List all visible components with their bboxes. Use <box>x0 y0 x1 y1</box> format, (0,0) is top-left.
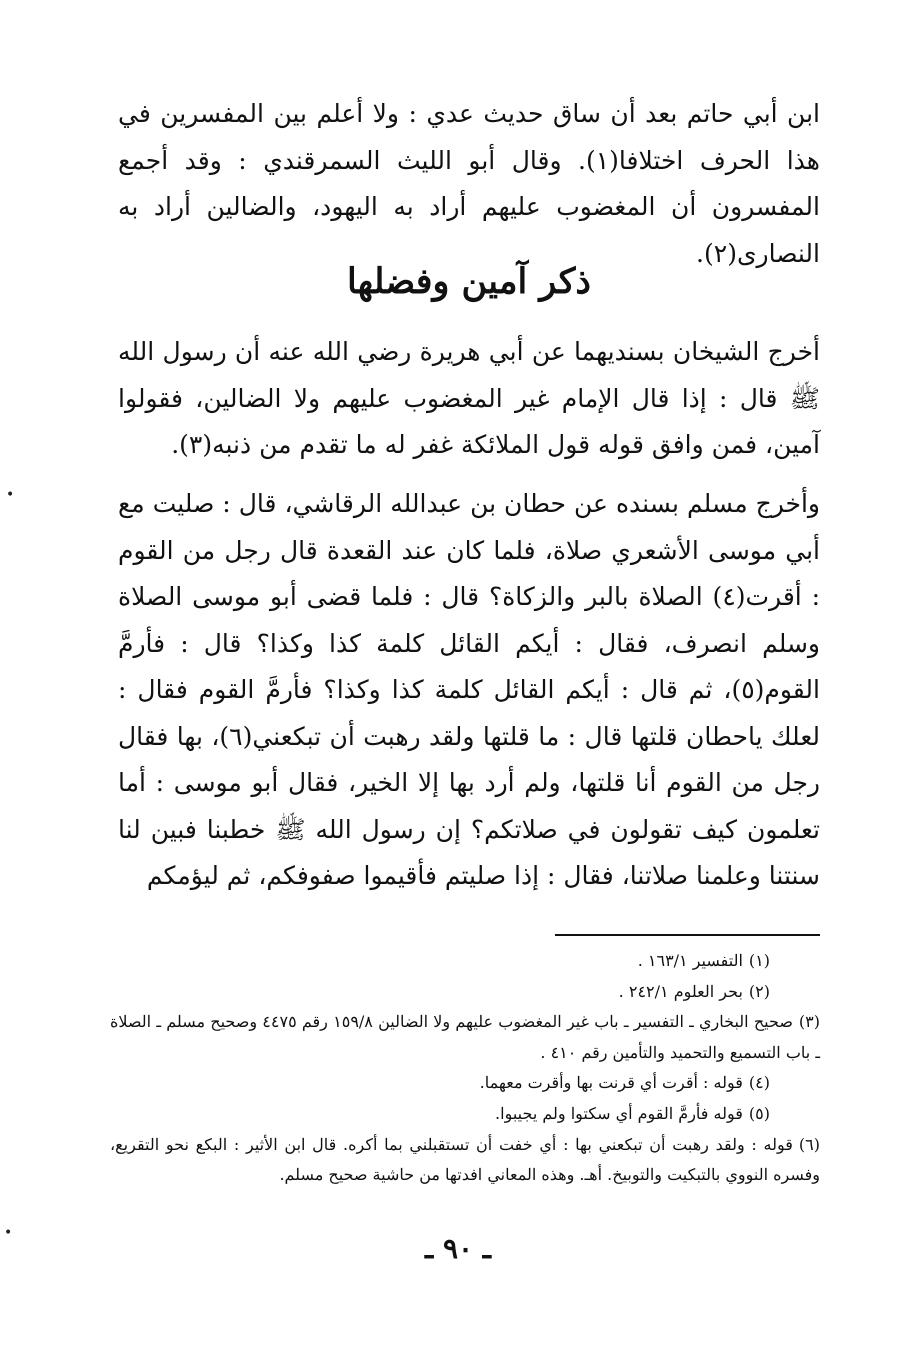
footnote-number: (٤) <box>748 1073 770 1093</box>
footnote-number: (٦) <box>798 1134 820 1154</box>
footnote-number: (٢) <box>748 981 770 1001</box>
footnote-1 <box>110 946 820 977</box>
page-number: ـ ٩٠ ـ <box>425 1232 491 1265</box>
footnote-text: بحر العلوم ٢٤٢/١ . <box>618 981 743 1001</box>
scan-speck: • <box>4 1225 13 1241</box>
footnote-number: (١) <box>748 951 770 970</box>
footnote-text: قوله : أقرت أي قرنت بها وأقرت معهما. <box>479 1073 743 1093</box>
footnote-6 <box>110 1130 820 1191</box>
paragraph-intro: ابن أبي حاتم بعد أن ساق حديث عدي : ولا أعلم بين المفسرين في هذا الحرف اختلافا(١). وقال أبو الليث السمرقندي : وقد أجمع المفسرون أن المغضوب عليهم أراد به اليهود، والضالين أراد به النصارى(٢). <box>118 99 820 268</box>
footnote-4 <box>110 1068 820 1099</box>
footnote-text: صحيح البخاري ـ التفسير ـ باب غير المغضوب عليهم ولا الضالين ١٥٩/٨ رقم ٤٤٧٥ وصحيح مسلم ـ الصلاة ـ باب التسميع والتحميد والتأمين رقم ٤١٠ . <box>110 1012 820 1062</box>
footnotes <box>110 946 820 1191</box>
scan-speck: • <box>6 487 15 503</box>
footnote-2 <box>110 977 820 1008</box>
paragraph-hadith-muslim: وأخرج مسلم بسنده عن حطان بن عبدالله الرقاشي، قال : صليت مع أبي موسى الأشعري صلاة، فلما كان عند القعدة قال رجل من القوم : أقرت(٤) الصلاة بالبر والزكاة؟ قال : فلما قضى أبو موسى الصلاة وسلم انصرف، فقال : أيكم القائل كلمة كذا وكذا؟ قال : فأرمَّ القوم(٥)، ثم قال : أيكم القائل كلمة كذا وكذا؟ فأرمَّ القوم فقال : لعلك ياحطان قلتها قال : ما قلتها ولقد رهبت أن تبكعني(٦)، بها فقال رجل من القوم أنا قلتها، ولم أرد بها إلا الخير، فقال أبو موسى : أما تعلمون كيف تقولون في صلاتكم؟ إن رسول الله ﷺ خطبنا فبين لنا سنتنا وعلمنا صلاتنا، فقال : إذا صليتم فأقيموا صفوفكم، ثم ليؤمكم <box>118 489 820 890</box>
footnote-text: قوله فأرمَّ القوم أي سكتوا ولم يجيبوا. <box>495 1103 743 1123</box>
footnote-5 <box>110 1099 820 1130</box>
section-heading: ذكر آمين وفضلها <box>347 261 591 302</box>
footnote-text: التفسير ١٦٣/١ . <box>637 951 743 970</box>
footnote-number: (٣) <box>798 1012 821 1032</box>
footnote-number: (٥) <box>748 1103 770 1123</box>
footnote-text: قوله : ولقد رهبت أن تبكعني بها : أي خفت أن تستقبلني بما أكره. قال ابن الأثير : البكع نحو التقريع، وفسره النووي بالتبكيت والتوبيخ. أهـ. وهذه المعاني افدتها من حاشية صحيح مسلم. <box>110 1134 820 1185</box>
footnote-3 <box>110 1007 820 1068</box>
paragraph-hadith-abu-hurayra: أخرج الشيخان بسنديهما عن أبي هريرة رضي الله عنه أن رسول الله ﷺ قال : إذا قال الإمام غير المغضوب عليهم ولا الضالين، فقولوا آمين، فمن وافق قوله قول الملائكة غفر له ما تقدم من ذنبه(٣). <box>118 337 820 459</box>
footnote-divider <box>555 934 820 936</box>
